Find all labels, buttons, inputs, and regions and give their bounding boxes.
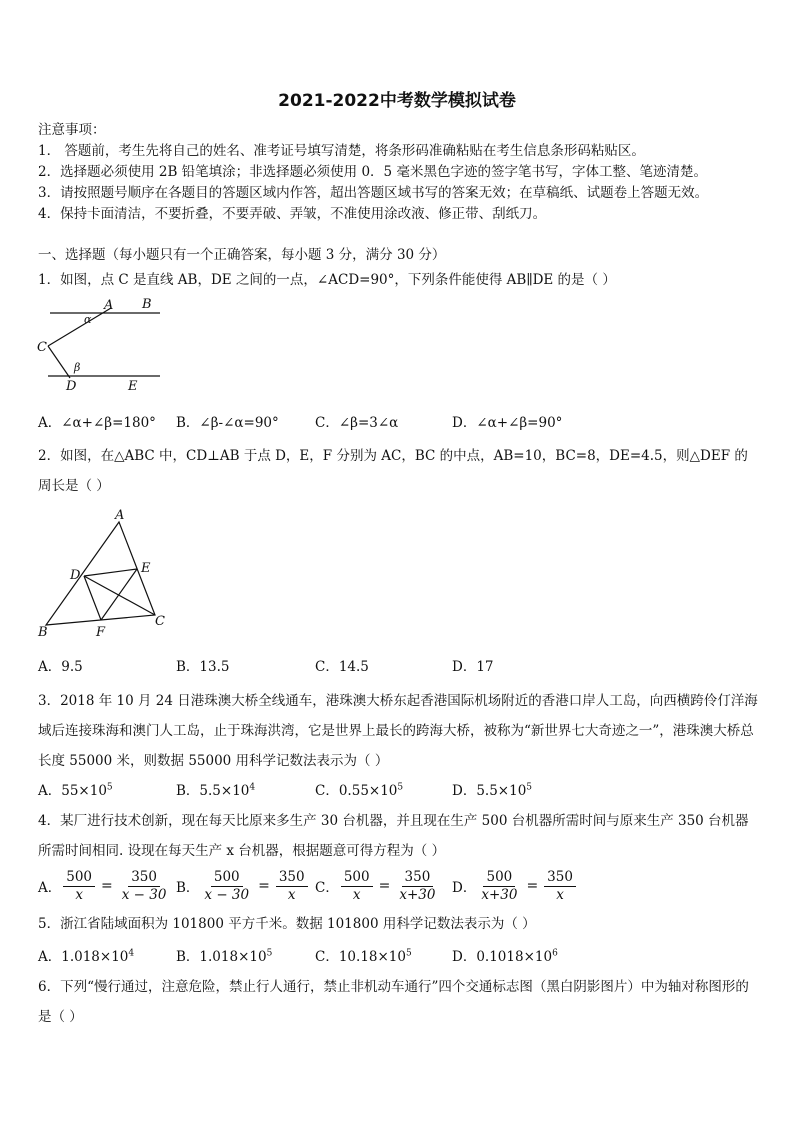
fraction-numerator: 500 bbox=[483, 869, 515, 887]
label-c: C bbox=[37, 340, 47, 355]
q1-option-a[interactable]: A．∠α+∠β=180° bbox=[38, 415, 156, 431]
fraction-numerator: 350 bbox=[276, 869, 308, 887]
question-1-options bbox=[38, 411, 760, 431]
fraction-numerator: 500 bbox=[341, 869, 373, 887]
q3-option-c-exponent: 5 bbox=[397, 782, 404, 793]
q4-option-c-right-fraction bbox=[396, 869, 438, 904]
q5-option-c-label: C． bbox=[315, 949, 339, 965]
fraction-numerator: 500 bbox=[63, 869, 95, 887]
segment-ca bbox=[48, 308, 111, 346]
q4-option-b[interactable] bbox=[176, 864, 310, 908]
notice-item-2: 2．选择题必须使用 2B 铅笔填涂；非选择题必须使用 0．5 毫米黑色字迹的签字笔书写，字体工整、笔迹清楚。 bbox=[38, 164, 707, 180]
q3-option-a-mantissa: 55×10 bbox=[61, 783, 107, 799]
q3-option-d-exponent: 5 bbox=[526, 782, 533, 793]
fraction-denominator: x − 30 bbox=[204, 886, 250, 903]
question-1-figure bbox=[34, 296, 164, 396]
q4-option-a-label: A． bbox=[38, 880, 62, 896]
q5-option-a-mantissa: 1.018×10 bbox=[61, 949, 129, 965]
segment-de bbox=[84, 569, 137, 576]
q4-option-d-left-fraction bbox=[478, 869, 520, 904]
q3-option-a-label: A． bbox=[38, 783, 62, 799]
question-1-text: 1．如图，点 C 是直线 AB，DE 之间的一点，∠ACD=90°，下列条件能使得 AB∥DE 的是（ ） bbox=[38, 272, 616, 288]
q4-option-b-label: B． bbox=[176, 880, 200, 896]
fraction-denominator: x+30 bbox=[399, 886, 436, 903]
question-2-options bbox=[38, 655, 760, 675]
question-3-options bbox=[38, 779, 760, 799]
label-c: C bbox=[155, 614, 165, 629]
label-alpha: α bbox=[84, 313, 92, 326]
q4-option-d-label: D． bbox=[452, 880, 477, 896]
q3-option-c-mantissa: 0.55×10 bbox=[338, 783, 398, 799]
q5-option-b-label: B． bbox=[176, 949, 200, 965]
notice-item-4: 4．保持卡面清洁，不要折叠，不要弄破、弄皱，不准使用涂改液、修正带、刮纸刀。 bbox=[38, 206, 547, 222]
q5-option-d-mantissa: 0.1018×10 bbox=[476, 949, 553, 965]
question-3-text: 3．2018 年 10 月 24 日港珠澳大桥全线通车，港珠澳大桥东起香港国际机场附近的香港口岸人工岛，向西横跨伶仃洋海域后连接珠海和澳门人工岛，止于珠海洪湾，它是世界上最长的跨海大桥，被称为“新世界七大奇迹之一”，港珠澳大桥总长度 55000 米，则数据 55000 用科学记数法表示为（ ） bbox=[38, 693, 758, 769]
q2-option-c[interactable]: C．14.5 bbox=[315, 659, 369, 675]
q5-option-d[interactable] bbox=[452, 945, 558, 965]
q3-option-b-mantissa: 5.5×10 bbox=[199, 783, 250, 799]
question-6-text: 6．下列“慢行通过，注意危险，禁止行人通行，禁止非机动车通行”四个交通标志图（黑白阴影图片）中为轴对称图形的是（ ） bbox=[38, 979, 749, 1025]
fraction-denominator: x − 30 bbox=[121, 886, 167, 903]
question-5-options bbox=[38, 945, 760, 965]
notice-item-3: 3．请按照题号顺序在各题目的答题区域内作答，超出答题区域书写的答案无效；在草稿纸、试题卷上答题无效。 bbox=[38, 185, 709, 201]
segment-cd bbox=[48, 346, 70, 378]
section-heading: 一、选择题（每小题只有一个正确答案，每小题 3 分，满分 30 分） bbox=[38, 247, 446, 263]
label-d: D bbox=[70, 568, 81, 583]
q3-option-a[interactable] bbox=[38, 779, 113, 799]
segment-cd bbox=[84, 576, 155, 615]
q1-option-c[interactable]: C．∠β=3∠α bbox=[315, 415, 399, 431]
question-5-text: 5．浙江省陆域面积为 101800 平方千米。数据 101800 用科学记数法表示为（ ） bbox=[38, 916, 536, 932]
q3-option-b-exponent: 4 bbox=[249, 782, 256, 793]
q3-option-b-label: B． bbox=[176, 783, 200, 799]
label-f: F bbox=[96, 625, 106, 640]
question-4-text: 4．某厂进行技术创新，现在每天比原来多生产 30 台机器，并且现在生产 500 台机器所需时间与原来生产 350 台机器所需时间相同. 设现在每天生产 x 台机器，根据题意可得方程为（ ） bbox=[38, 813, 749, 859]
q5-option-c-mantissa: 10.18×10 bbox=[338, 949, 406, 965]
q3-option-d-mantissa: 5.5×10 bbox=[476, 783, 527, 799]
segment-df bbox=[84, 576, 101, 620]
label-a: A bbox=[115, 508, 125, 523]
fraction-denominator: x+30 bbox=[481, 886, 518, 903]
q4-option-c-label: C． bbox=[315, 880, 339, 896]
q5-option-d-label: D． bbox=[452, 949, 477, 965]
q5-option-b-exponent: 5 bbox=[266, 948, 273, 959]
q3-option-b[interactable] bbox=[176, 779, 255, 799]
label-e: E bbox=[141, 561, 151, 576]
q4-option-a-right-fraction bbox=[119, 869, 170, 904]
q2-option-a[interactable]: A．9.5 bbox=[38, 659, 83, 675]
q5-option-c-exponent: 5 bbox=[405, 948, 412, 959]
q2-option-b[interactable]: B．13.5 bbox=[176, 659, 230, 675]
equals-sign: = bbox=[378, 878, 391, 894]
q4-option-b-left-fraction bbox=[201, 869, 252, 904]
q2-option-d[interactable]: D．17 bbox=[452, 659, 494, 675]
label-b: B bbox=[38, 625, 48, 640]
fraction-denominator: x bbox=[556, 886, 564, 903]
q5-option-c[interactable] bbox=[315, 945, 412, 965]
fraction-denominator: x bbox=[75, 886, 83, 903]
q3-option-c[interactable] bbox=[315, 779, 403, 799]
question-2-figure bbox=[34, 506, 174, 641]
label-a: A bbox=[104, 298, 114, 313]
label-e: E bbox=[128, 379, 138, 394]
fraction-denominator: x bbox=[352, 886, 361, 903]
q5-option-d-exponent: 6 bbox=[552, 948, 558, 959]
label-beta: β bbox=[74, 361, 81, 374]
fraction-numerator: 350 bbox=[544, 869, 576, 887]
fraction-numerator: 350 bbox=[402, 869, 434, 887]
q4-option-b-right-fraction bbox=[276, 869, 308, 904]
q5-option-a-exponent: 4 bbox=[128, 948, 135, 959]
fraction-numerator: 350 bbox=[128, 869, 160, 887]
fraction-numerator: 500 bbox=[211, 869, 243, 887]
q3-option-d-label: D． bbox=[452, 783, 477, 799]
label-b: B bbox=[142, 297, 152, 312]
question-4-options bbox=[38, 864, 760, 908]
q5-option-b[interactable] bbox=[176, 945, 272, 965]
q1-option-d[interactable]: D．∠α+∠β=90° bbox=[452, 415, 563, 431]
q3-option-c-label: C． bbox=[315, 783, 339, 799]
q3-option-d[interactable] bbox=[452, 779, 532, 799]
page-title: 2021-2022中考数学模拟试卷 bbox=[278, 91, 516, 111]
equals-sign: = bbox=[101, 878, 113, 894]
equals-sign: = bbox=[526, 878, 539, 894]
notice-item-1: 1． 答题前，考生先将自己的姓名、准考证号填写清楚，将条形码准确粘贴在考生信息条形码粘贴区。 bbox=[38, 143, 645, 159]
question-2-text: 2．如图，在△ABC 中，CD⊥AB 于点 D，E，F 分别为 AC，BC 的中点，AB=10，BC=8，DE=4.5，则△DEF 的周长是（ ） bbox=[38, 448, 748, 494]
q4-option-c-left-fraction bbox=[341, 869, 373, 904]
q4-option-d-right-fraction bbox=[544, 869, 576, 904]
q3-option-a-exponent: 5 bbox=[106, 782, 113, 793]
q5-option-a[interactable] bbox=[38, 945, 134, 965]
segment-ef bbox=[101, 569, 137, 620]
q4-option-c[interactable] bbox=[315, 864, 440, 908]
label-d: D bbox=[66, 379, 77, 394]
equals-sign: = bbox=[258, 878, 270, 894]
q4-option-a-left-fraction bbox=[63, 869, 95, 904]
q4-option-a[interactable] bbox=[38, 864, 171, 908]
notice-heading: 注意事项： bbox=[38, 122, 106, 138]
fraction-denominator: x bbox=[287, 886, 296, 903]
q1-option-b[interactable]: B．∠β-∠α=90° bbox=[176, 415, 279, 431]
q4-option-d[interactable] bbox=[452, 864, 578, 908]
q5-option-b-mantissa: 1.018×10 bbox=[199, 949, 267, 965]
q5-option-a-label: A． bbox=[38, 949, 62, 965]
